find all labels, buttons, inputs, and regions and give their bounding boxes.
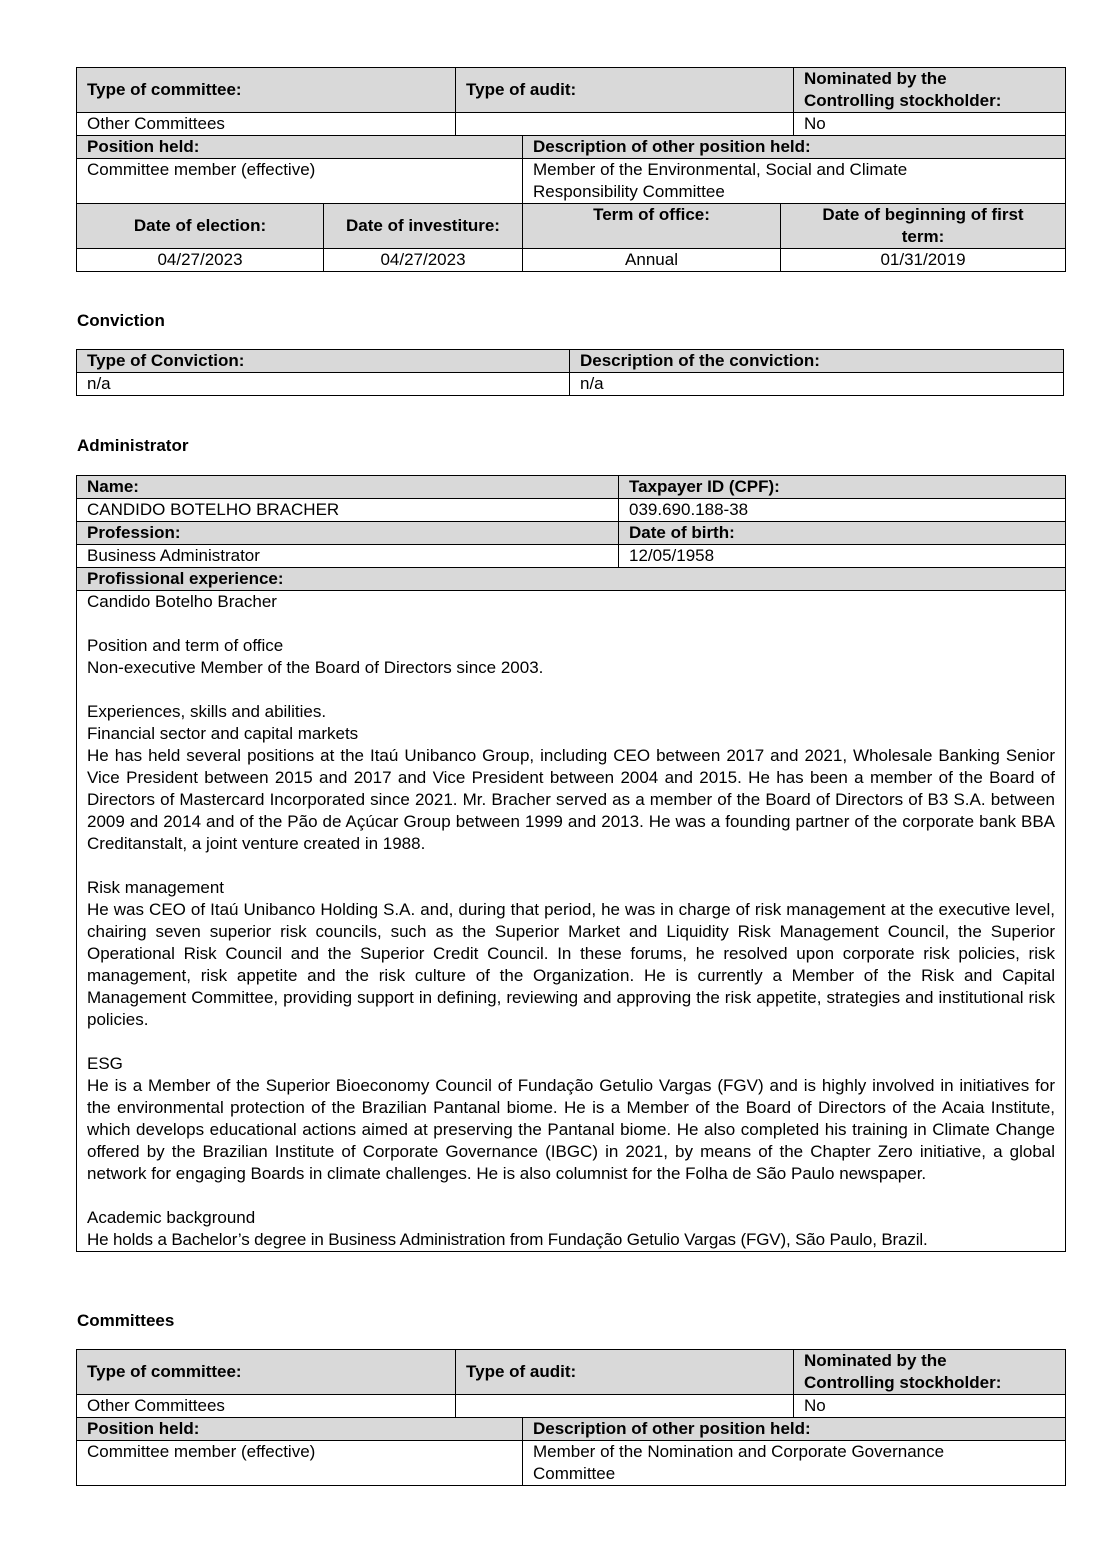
administrator-section-title: Administrator (77, 436, 189, 455)
type-of-audit-value-2 (456, 1395, 794, 1418)
type-of-audit-label: Type of audit: (456, 68, 794, 113)
date-election-label: Date of election: (77, 204, 324, 249)
name-value: CANDIDO BOTELHO BRACHER (77, 499, 619, 522)
exp-esg-text: He is a Member of the Superior Bioeconomy Council of Fundação Getulio Vargas (FGV) and is highly involved in initiatives for the environmental protection of the Brazilian Pantanal biome. He is a Member of the Board of Directors of the Acaia Institute, which develops educational actions aimed at preserving the Pantanal biome. He also completed his training in Climate Change offered by the Brazilian Institute of Corporate Governance (IBGC) in 2021, by means of the Chapter Zero initiative, a global network for engaging Boards in climate challenges. He is also columnist for the Folha de São Paulo newspaper. (87, 1076, 1055, 1183)
conviction-description-label: Description of the conviction: (570, 350, 1064, 373)
conviction-table (76, 349, 1064, 396)
exp-esg-heading: ESG (87, 1054, 123, 1073)
administrator-table (76, 475, 1066, 1252)
experience-label: Profissional experience: (77, 568, 1066, 591)
exp-academic-heading: Academic background (87, 1208, 256, 1227)
exp-name: Candido Botelho Bracher (87, 592, 277, 611)
position-held-label-2: Position held: (77, 1418, 523, 1441)
committees-section-title: Committees (77, 1311, 175, 1330)
committee-table-1 (76, 67, 1066, 272)
experience-body (77, 591, 1066, 1252)
nominated-label: Nominated by the Controlling stockholder: (794, 68, 1066, 113)
exp-financial-text: He has held several positions at the Itaú Unibanco Group, including CEO between 2017 and 2021, Wholesale Banking Senior Vice President between 2015 and 2017 and Vice President between 2004 and 2015. He has been a member of the Board of Directors of Mastercard Incorporated since 2021. Mr. Bracher served as a member of the Board of Directors of B3 S.A. between 2009 and 2014 and of the Pão de Açúcar Group between 1999 and 2013. He was a founding partner of the corporate bank BBA Creditanstalt, a joint venture created in 1988. (87, 746, 1055, 853)
type-of-audit-label-2: Type of audit: (456, 1350, 794, 1395)
description-label: Description of other position held: (523, 136, 1066, 159)
exp-position-text: Non-executive Member of the Board of Directors since 2003. (87, 658, 544, 677)
term-value: Annual (523, 249, 781, 272)
conviction-type-label: Type of Conviction: (77, 350, 570, 373)
dob-value: 12/05/1958 (619, 545, 1066, 568)
date-election-value: 04/27/2023 (77, 249, 324, 272)
type-of-committee-label: Type of committee: (77, 68, 456, 113)
date-investiture-label: Date of investiture: (324, 204, 523, 249)
description-value-2: Member of the Nomination and Corporate Governance Committee (523, 1441, 1066, 1486)
type-of-audit-value (456, 113, 794, 136)
type-of-committee-value-2: Other Committees (77, 1395, 456, 1418)
exp-academic-text: He holds a Bachelor’s degree in Business Administration from Fundação Getulio Vargas (FGV), São Paulo, Brazil. (87, 1230, 928, 1249)
conviction-type-value: n/a (77, 373, 570, 396)
exp-risk-text: He was CEO of Itaú Unibanco Holding S.A. and, during that period, he was in charge of risk management at the executive level, chairing seven superior risk councils, such as the Superior Market and Liquidity Risk Management Council, the Superior Operational Risk Council and the Superior Credit Council. In these forums, he resolved upon corporate risk policies, risk management, risk appetite and the risk culture of the Organization. He is currently a Member of the Risk and Capital Management Committee, providing support in defining, reviewing and approving the risk appetite, strategies and institutional risk policies. (87, 900, 1055, 1029)
position-held-label: Position held: (77, 136, 523, 159)
conviction-description-value: n/a (570, 373, 1064, 396)
nominated-value-2: No (794, 1395, 1066, 1418)
date-first-term-value: 01/31/2019 (781, 249, 1066, 272)
position-held-value: Committee member (effective) (77, 159, 523, 204)
position-held-value-2: Committee member (effective) (77, 1441, 523, 1486)
description-label-2: Description of other position held: (523, 1418, 1066, 1441)
name-label: Name: (77, 476, 619, 499)
committee-table-2 (76, 1349, 1066, 1486)
profession-value: Business Administrator (77, 545, 619, 568)
nominated-label-2: Nominated by the Controlling stockholder: (794, 1350, 1066, 1395)
exp-financial-heading: Financial sector and capital markets (87, 724, 359, 743)
date-investiture-value: 04/27/2023 (324, 249, 523, 272)
nominated-value: No (794, 113, 1066, 136)
exp-position-heading: Position and term of office (87, 636, 284, 655)
conviction-section-title: Conviction (77, 311, 165, 330)
profession-label: Profession: (77, 522, 619, 545)
exp-skills-heading: Experiences, skills and abilities. (87, 702, 327, 721)
date-first-term-label: Date of beginning of first term: (781, 204, 1066, 249)
description-value: Member of the Environmental, Social and Climate Responsibility Committee (523, 159, 1066, 204)
cpf-value: 039.690.188-38 (619, 499, 1066, 522)
type-of-committee-label-2: Type of committee: (77, 1350, 456, 1395)
type-of-committee-value: Other Committees (77, 113, 456, 136)
dob-label: Date of birth: (619, 522, 1066, 545)
exp-risk-heading: Risk management (87, 878, 225, 897)
term-label: Term of office: (523, 204, 781, 249)
cpf-label: Taxpayer ID (CPF): (619, 476, 1066, 499)
